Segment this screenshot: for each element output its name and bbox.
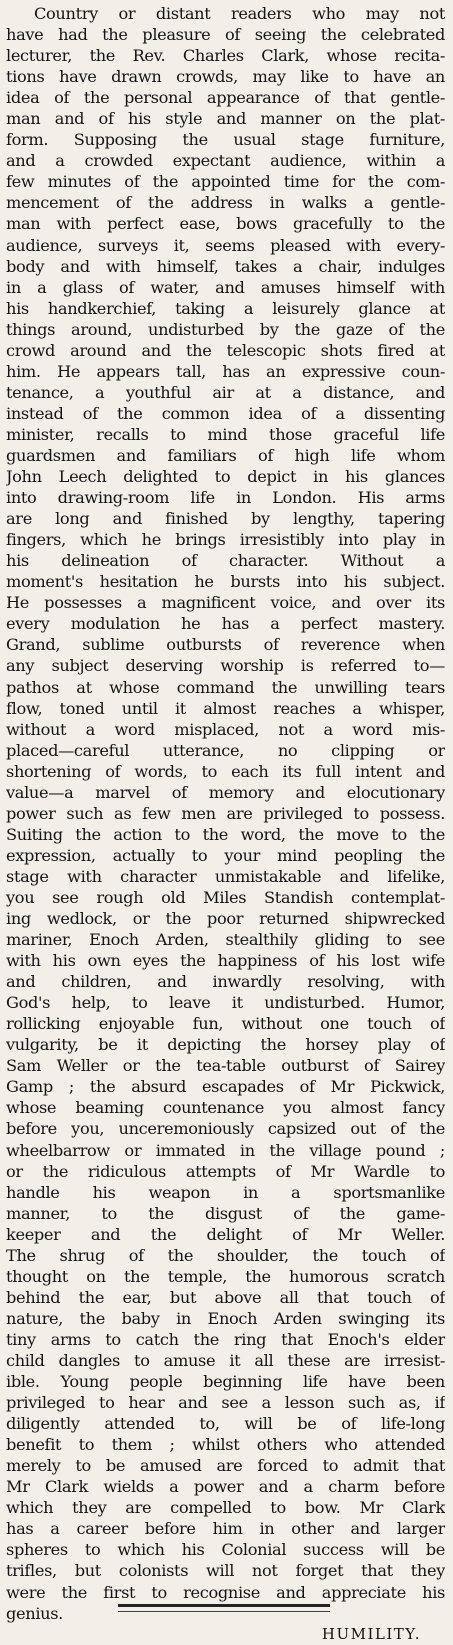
article-line: stage with character unmistakable and lifelike,: [6, 866, 445, 886]
article-line: moment's hesitation he bursts into his subject.: [6, 572, 445, 592]
article-line: value—a marvel of memory and elocutionary: [6, 782, 445, 802]
article-line: rollicking enjoyable fun, without one touch of: [6, 1014, 445, 1034]
article-line: which they are compelled to bow. Mr Clark: [6, 1498, 445, 1518]
article-line: form. Supposing the usual stage furniture,: [6, 130, 445, 150]
article-line: tions have drawn crowds, may like to have an: [6, 67, 445, 87]
article-line: man with perfect ease, bows gracefully to the: [6, 214, 445, 234]
article-line: Sam Weller or the tea-table outburst of Sairey: [6, 1056, 445, 1076]
article-line: Mr Clark wields a power and a charm before: [6, 1477, 445, 1497]
article-line: without a word misplaced, not a word mis-: [6, 719, 445, 739]
article-line: every modulation he has a perfect mastery.: [6, 614, 445, 634]
article-line: idea of the personal appearance of that gentle-: [6, 88, 445, 108]
article-line: any subject deserving worship is referred to—: [6, 656, 445, 676]
article-line: behind the ear, but above all that touch of: [6, 1287, 445, 1307]
article-line: his handkerchief, taking a leisurely glance at: [6, 298, 445, 318]
article-line: thought on the temple, the humorous scratch: [6, 1266, 445, 1286]
article-line: instead of the common idea of a dissenting: [6, 403, 445, 423]
column-rule: [118, 1604, 330, 1607]
article-line: and a crowded expectant audience, within a: [6, 151, 445, 171]
article-line: John Leech delighted to depict in his glances: [6, 467, 445, 487]
article-line: The shrug of the shoulder, the touch of: [6, 1245, 445, 1265]
column-rule-thin: [118, 1611, 330, 1612]
article-line: power such as few men are privileged to possess.: [6, 803, 445, 823]
article-line: man and of his style and manner on the plat-: [6, 109, 445, 129]
article-line: few minutes of the appointed time for the com-: [6, 172, 445, 192]
article-line: guardsmen and familiars of high life whom: [6, 445, 445, 465]
article-line: handle his weapon in a sportsmanlike: [6, 1182, 445, 1202]
article-line: whose beaming countenance you almost fancy: [6, 1098, 445, 1118]
article-line: tenance, a youthful air at a distance, and: [6, 382, 445, 402]
article-line: flow, toned until it almost reaches a whisper,: [6, 698, 445, 718]
article-line: you see rough old Miles Standish contemplat-: [6, 887, 445, 907]
article-line: have had the pleasure of seeing the celebrated: [6, 25, 445, 45]
article-body: [6, 3, 445, 1624]
article-line: has a career before him in other and larger: [6, 1519, 445, 1539]
article-line: and children, and inwardly resolving, with: [6, 972, 445, 992]
article-line: with his own eyes the happiness of his lost wife: [6, 951, 445, 971]
article-line: pathos at whose command the unwilling tears: [6, 677, 445, 697]
article-line: child dangles to amuse it all these are irresist-: [6, 1351, 445, 1370]
article-line: Suiting the action to the word, the move to the: [6, 824, 445, 844]
article-line: privileged to hear and see a lesson such as, if: [6, 1393, 445, 1413]
article-line: Grand, sublime outbursts of reverence when: [6, 635, 445, 655]
article-line: Gamp ; the absurd escapades of Mr Pickwick,: [6, 1077, 445, 1097]
article-line: were the first to recognise and appreciate his: [6, 1582, 445, 1602]
article-line: nature, the baby in Enoch Arden swinging its: [6, 1308, 445, 1328]
article-line: mariner, Enoch Arden, stealthily gliding to see: [6, 930, 445, 950]
article-line: into drawing-room life in London. His arms: [6, 488, 445, 508]
article-line: vulgarity, be it depicting the horsey play of: [6, 1035, 445, 1055]
article-line: tiny arms to catch the ring that Enoch's elder: [6, 1329, 445, 1349]
article-line: things around, undisturbed by the gaze of the: [6, 319, 445, 339]
article-line: keeper and the delight of Mr Weller.: [6, 1224, 445, 1244]
article-line: body and with himself, takes a chair, indulges: [6, 256, 445, 276]
article-line: merely to be amused are forced to admit that: [6, 1456, 445, 1476]
article-line: diligently attended to, will be of life-long: [6, 1414, 445, 1434]
article-line: fingers, which he brings irresistibly into play in: [6, 530, 445, 550]
article-signature: HUMILITY.: [321, 1624, 421, 1643]
article-line: manner, to the disgust of the game-: [6, 1203, 445, 1223]
article-line: placed—careful utterance, no clipping or: [6, 740, 445, 760]
article-line: ing wedlock, or the poor returned shipwrecked: [6, 909, 445, 929]
article-line: in a glass of water, and amuses himself with: [6, 277, 445, 297]
article-line: minister, recalls to mind those graceful life: [6, 424, 445, 444]
article-line: crowd around and the telescopic shots fired at: [6, 340, 445, 360]
article-line: benefit to them ; whilst others who attended: [6, 1435, 445, 1455]
article-line: spheres to which his Colonial success will be: [6, 1540, 445, 1560]
article-line: mencement of the address in walks a gentle-: [6, 193, 445, 213]
article-line: are long and finished by lengthy, tapering: [6, 509, 445, 529]
article-line: his delineation of character. Without a: [6, 551, 445, 571]
article-line: trifles, but colonists will not forget that they: [6, 1561, 445, 1581]
article-line: him. He appears tall, has an expressive coun-: [6, 361, 445, 381]
article-line: expression, actually to your mind peopling the: [6, 845, 445, 865]
article-line: God's help, to leave it undisturbed. Humor,: [6, 993, 445, 1013]
article-line: genius.: [6, 1603, 63, 1623]
article-line: or the ridiculous attempts of Mr Wardle to: [6, 1161, 445, 1181]
article-line: shortening of words, to each its full intent and: [6, 761, 445, 781]
article-line: ible. Young people beginning life have been: [6, 1372, 445, 1392]
article-line: audience, surveys it, seems pleased with every-: [6, 235, 445, 255]
article-line: Country or distant readers who may not: [34, 4, 445, 23]
article-line: lecturer, the Rev. Charles Clark, whose recita-: [6, 46, 445, 66]
article-line: before you, unceremoniously capsized out of the: [6, 1119, 445, 1139]
article-line: wheelbarrow or immated in the village pound ;: [6, 1140, 445, 1160]
article-line: He possesses a magnificent voice, and over its: [6, 593, 445, 613]
